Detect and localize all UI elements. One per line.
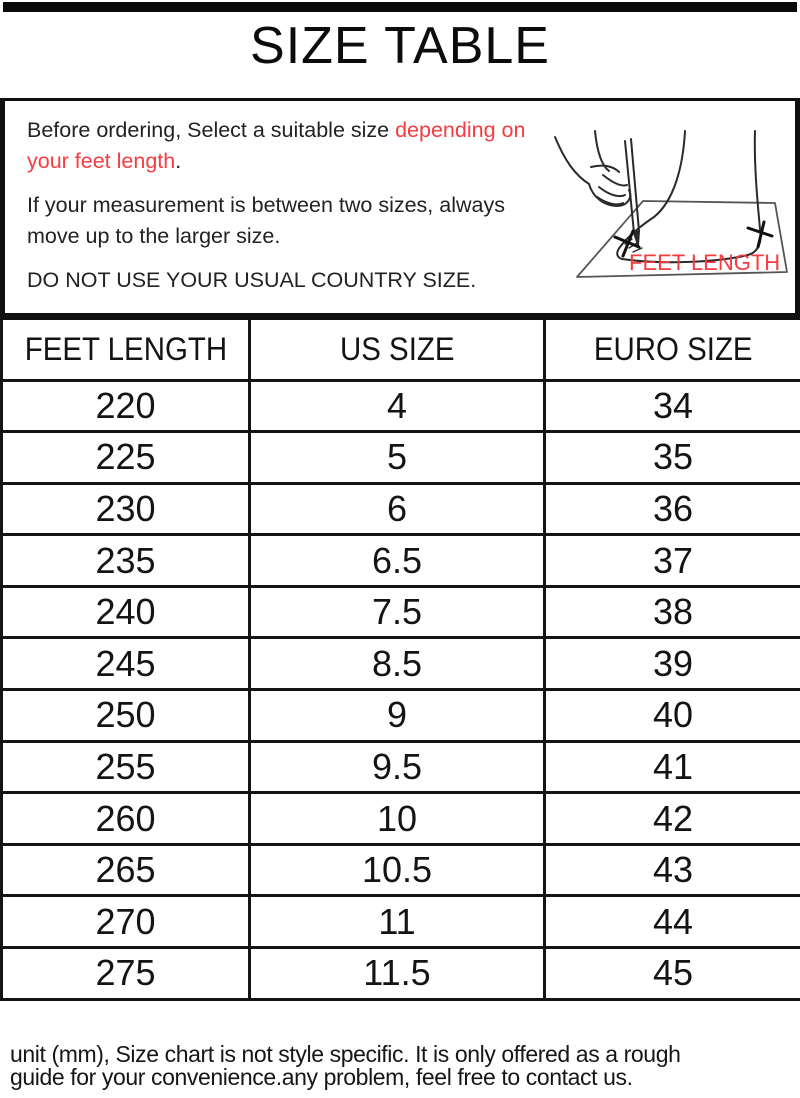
instruction-1-highlight: depending on your feet length [27, 118, 526, 173]
table-row [2, 535, 800, 587]
feet-cell: 230 [2, 483, 250, 535]
top-divider-bar [3, 2, 797, 12]
euro-cell: 44 [545, 896, 800, 948]
feet-cell: 225 [2, 432, 250, 484]
table-row [2, 586, 800, 638]
euro-cell: 41 [545, 741, 800, 793]
us-cell: 6.5 [250, 535, 545, 587]
footer-line-1: unit (mm), Size chart is not style specific. It is only offered as a rough [10, 1041, 681, 1067]
euro-cell: 38 [545, 586, 800, 638]
header-us-size: US SIZE [250, 320, 545, 380]
instruction-1-period: . [175, 149, 182, 173]
us-cell: 11 [250, 896, 545, 948]
feet-cell: 275 [2, 948, 250, 1000]
header-feet-length: FEET LENGTH [2, 320, 250, 380]
table-header-row [2, 320, 800, 380]
us-cell: 10 [250, 793, 545, 845]
table-row [2, 844, 800, 896]
euro-cell: 35 [545, 432, 800, 484]
table-row [2, 690, 800, 742]
us-cell: 7.5 [250, 586, 545, 638]
arm-outline [555, 131, 609, 184]
table-row [2, 432, 800, 484]
euro-cell: 40 [545, 690, 800, 742]
instruction-1-prefix: Before ordering, Select a suitable size [27, 118, 396, 142]
table-row [2, 483, 800, 535]
instructions-text [27, 115, 542, 309]
feet-cell: 250 [2, 690, 250, 742]
table-row [2, 380, 800, 432]
feet-cell: 255 [2, 741, 250, 793]
instruction-line-3: DO NOT USE YOUR USUAL COUNTRY SIZE. [27, 268, 477, 292]
table-row [2, 896, 800, 948]
us-cell: 9 [250, 690, 545, 742]
footer-line-2: guide for your convenience.any problem, feel free to contact us. [10, 1063, 633, 1090]
us-cell: 9.5 [250, 741, 545, 793]
page-title: SIZE TABLE [250, 17, 550, 75]
feet-cell: 235 [2, 535, 250, 587]
instructions-box [0, 98, 800, 320]
us-cell: 8.5 [250, 638, 545, 690]
euro-cell: 39 [545, 638, 800, 690]
us-cell: 4 [250, 380, 545, 432]
header-euro-size: EURO SIZE [545, 320, 800, 380]
foot-measure-illustration [533, 105, 795, 313]
feet-cell: 265 [2, 844, 250, 896]
feet-cell: 220 [2, 380, 250, 432]
instruction-line-2: If your measurement is between two sizes, always move up to the larger size. [27, 193, 505, 248]
footer-note [10, 1043, 796, 1088]
pen-tip [634, 231, 639, 245]
us-cell: 5 [250, 432, 545, 484]
feet-cell: 245 [2, 638, 250, 690]
us-cell: 11.5 [250, 948, 545, 1000]
euro-cell: 43 [545, 844, 800, 896]
table-row [2, 948, 800, 1000]
euro-cell: 36 [545, 483, 800, 535]
us-cell: 6 [250, 483, 545, 535]
table-row [2, 793, 800, 845]
feet-cell: 240 [2, 586, 250, 638]
euro-cell: 45 [545, 948, 800, 1000]
euro-cell: 42 [545, 793, 800, 845]
euro-cell: 34 [545, 380, 800, 432]
us-cell: 10.5 [250, 844, 545, 896]
euro-cell: 37 [545, 535, 800, 587]
feet-cell: 270 [2, 896, 250, 948]
feet-cell: 260 [2, 793, 250, 845]
table-row [2, 638, 800, 690]
feet-length-label: FEET LENGTH [629, 250, 781, 275]
table-row [2, 741, 800, 793]
instruction-line-1 [27, 115, 542, 177]
size-table [0, 320, 800, 1001]
